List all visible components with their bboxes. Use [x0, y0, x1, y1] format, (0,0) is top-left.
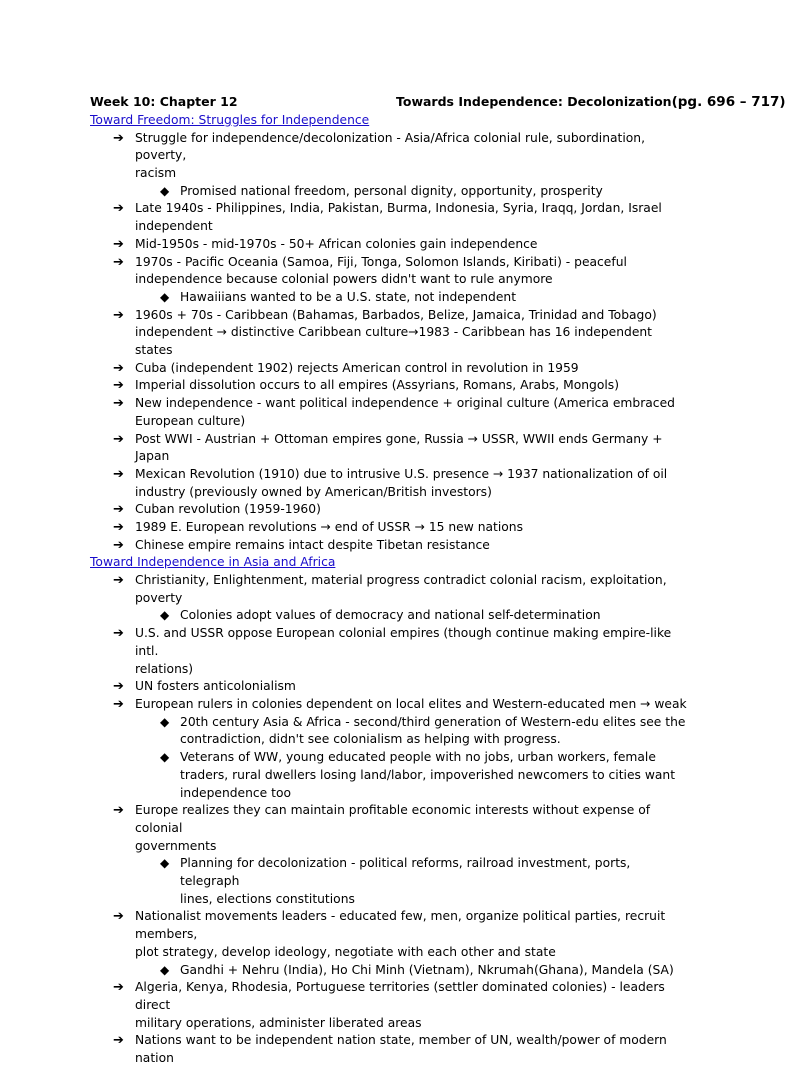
item-text-line: Chinese empire remains intact despite Tibetan resistance [135, 537, 490, 552]
sub-list-item [90, 714, 690, 749]
arrow-right-icon: ➔ [113, 1033, 124, 1049]
arrow-right-icon: ➔ [113, 980, 124, 996]
arrow-right-icon: ➔ [113, 573, 124, 589]
item-text-line: Imperial dissolution occurs to all empires (Assyrians, Romans, Arabs, Mongols) [135, 378, 619, 393]
list-item [90, 572, 690, 607]
item-text-line: Struggle for independence/decolonization - Asia/Africa colonial rule, subordination, poverty, [135, 130, 646, 163]
sub-list-item [90, 962, 690, 980]
list-item [90, 501, 690, 519]
arrow-right-icon: ➔ [113, 254, 124, 270]
arrow-right-icon: ➔ [113, 626, 124, 642]
item-text-line: Mid-1950s - mid-1970s - 50+ African colonies gain independence [135, 236, 538, 251]
arrow-right-icon: ➔ [113, 696, 124, 712]
item-text-line: Nationalist movements leaders - educated few, men, organize political parties, recruit members, [135, 909, 666, 942]
list-item [90, 625, 690, 678]
item-text-line: independence too [180, 785, 292, 800]
item-text-line: racism [135, 166, 177, 180]
item-text-line: independence because colonial powers didn't want to rule anymore [135, 272, 553, 287]
item-text-line: independent [135, 219, 213, 234]
sub-list-item [90, 289, 690, 307]
diamond-bullet-icon: ◆ [160, 289, 170, 304]
item-text-line: independent → distinctive Caribbean culture→1983 - Caribbean has 16 independent states [135, 325, 653, 358]
item-text-line: Planning for decolonization - political reforms, railroad investment, ports, telegraph [180, 856, 631, 889]
arrow-right-icon: ➔ [113, 378, 124, 394]
chapter-title-text: Towards Independence: Decolonization [396, 94, 672, 109]
item-text-line: military operations, administer liberated areas [135, 1015, 422, 1030]
arrow-right-icon: ➔ [113, 130, 124, 146]
item-text-line: 1970s - Pacific Oceania (Samoa, Fiji, Tonga, Solomon Islands, Kiribati) - peaceful [135, 254, 627, 269]
sub-list-item [90, 607, 690, 625]
list-item [90, 1032, 690, 1067]
arrow-right-icon: ➔ [113, 201, 124, 217]
sub-list-item [90, 749, 690, 802]
item-text-line: New independence - want political independence + original culture (America embraced [135, 396, 675, 411]
item-text-line: relations) [135, 661, 194, 676]
item-text-line: Late 1940s - Philippines, India, Pakistan, Burma, Indonesia, Syria, Iraqq, Jordan, Israel [135, 201, 662, 216]
arrow-right-icon: ➔ [113, 537, 124, 553]
arrow-right-icon: ➔ [113, 360, 124, 376]
list-item [90, 377, 690, 395]
arrow-right-icon: ➔ [113, 679, 124, 695]
item-text-line: lines, elections constitutions [180, 891, 355, 906]
list-item [90, 696, 690, 714]
arrow-right-icon: ➔ [113, 502, 124, 518]
item-text-line: Post WWI - Austrian + Ottoman empires gone, Russia → USSR, WWII ends Germany + [135, 431, 663, 446]
item-text-line: Algeria, Kenya, Rhodesia, Portuguese territories (settler dominated colonies) - leaders direct [135, 980, 665, 1012]
arrow-right-icon: ➔ [113, 803, 124, 819]
list-item [90, 802, 690, 855]
item-text-line: UN fosters anticolonialism [135, 679, 296, 694]
item-text-line: Cuban revolution (1959-1960) [135, 502, 321, 517]
list-item [90, 395, 690, 430]
item-text-line: Nations want to be independent nation state, member of UN, wealth/power of modern nation [135, 1033, 667, 1066]
item-text-line: governments [135, 838, 217, 853]
arrow-right-icon: ➔ [113, 909, 124, 925]
item-text-line: 1989 E. European revolutions → end of USSR → 15 new nations [135, 520, 524, 535]
diamond-bullet-icon: ◆ [160, 714, 170, 729]
item-text-line: 1960s + 70s - Caribbean (Bahamas, Barbados, Belize, Jamaica, Trinidad and Tobago) [135, 307, 657, 322]
page-range: (pg. 696 – 717) [671, 94, 786, 110]
arrow-right-icon: ➔ [113, 466, 124, 482]
list-item [90, 431, 690, 466]
item-text-line: industry (previously owned by American/British investors) [135, 484, 492, 499]
bullet-list [90, 130, 690, 555]
chapter-title [396, 92, 786, 112]
item-text-line: Christianity, Enlightenment, material progress contradict colonial racism, exploitation, poverty [135, 573, 667, 605]
item-text-line: European culture) [135, 413, 246, 428]
list-item [90, 466, 690, 501]
diamond-bullet-icon: ◆ [160, 856, 170, 871]
diamond-bullet-icon: ◆ [160, 962, 170, 977]
list-item [90, 908, 690, 961]
list-item [90, 360, 690, 378]
item-text-line: Gandhi + Nehru (India), Ho Chi Minh (Vietnam), Nkrumah(Ghana), Mandela (SA) [180, 962, 674, 977]
arrow-right-icon: ➔ [113, 520, 124, 536]
list-item [90, 537, 690, 555]
chapter-label: Week 10: Chapter 12 [90, 94, 238, 109]
list-item [90, 200, 690, 235]
item-text-line: U.S. and USSR oppose European colonial empires (though continue making empire-like intl. [135, 626, 672, 658]
item-text-line: Cuba (independent 1902) rejects American control in revolution in 1959 [135, 360, 579, 375]
arrow-right-icon: ➔ [113, 236, 124, 252]
item-text-line: Japan [135, 449, 170, 464]
list-item [90, 307, 690, 360]
section-title[interactable]: Toward Freedom: Struggles for Independence [90, 113, 370, 127]
item-text-line: traders, rural dwellers losing land/labor, impoverished newcomers to cities want [180, 767, 676, 782]
list-item [90, 236, 690, 254]
item-text-line: Mexican Revolution (1910) due to intrusive U.S. presence → 1937 nationalization of oil [135, 466, 668, 481]
sub-list-item [90, 855, 690, 908]
section-title[interactable]: Toward Independence in Asia and Africa [90, 555, 336, 570]
list-item [90, 678, 690, 696]
sub-list-item [90, 183, 690, 201]
list-item [90, 130, 690, 183]
bullet-list [90, 572, 690, 1068]
diamond-bullet-icon: ◆ [160, 608, 170, 623]
item-text-line: Colonies adopt values of democracy and national self-determination [180, 608, 601, 623]
arrow-right-icon: ➔ [113, 396, 124, 412]
list-item [90, 979, 690, 1032]
item-text-line: plot strategy, develop ideology, negotiate with each other and state [135, 944, 556, 959]
item-text-line: Europe realizes they can maintain profitable economic interests without expense of colonial [135, 803, 651, 835]
item-text-line: Promised national freedom, personal dignity, opportunity, prosperity [180, 183, 603, 198]
arrow-right-icon: ➔ [113, 431, 124, 447]
list-item [90, 254, 690, 289]
diamond-bullet-icon: ◆ [160, 183, 170, 198]
item-text-line: European rulers in colonies dependent on local elites and Western-educated men → weak [135, 696, 687, 711]
item-text-line: Veterans of WW, young educated people with no jobs, urban workers, female [180, 750, 656, 765]
sections-container [90, 112, 690, 1068]
page-header [90, 92, 786, 112]
item-text-line: contradiction, didn't see colonialism as helping with progress. [180, 732, 561, 747]
notes-content [90, 92, 786, 1068]
item-text-line: 20th century Asia & Africa - second/third generation of Western-edu elites see the [180, 714, 686, 729]
diamond-bullet-icon: ◆ [160, 750, 170, 765]
list-item [90, 519, 690, 537]
arrow-right-icon: ➔ [113, 307, 124, 323]
item-text-line: Hawaiiians wanted to be a U.S. state, not independent [180, 289, 517, 304]
